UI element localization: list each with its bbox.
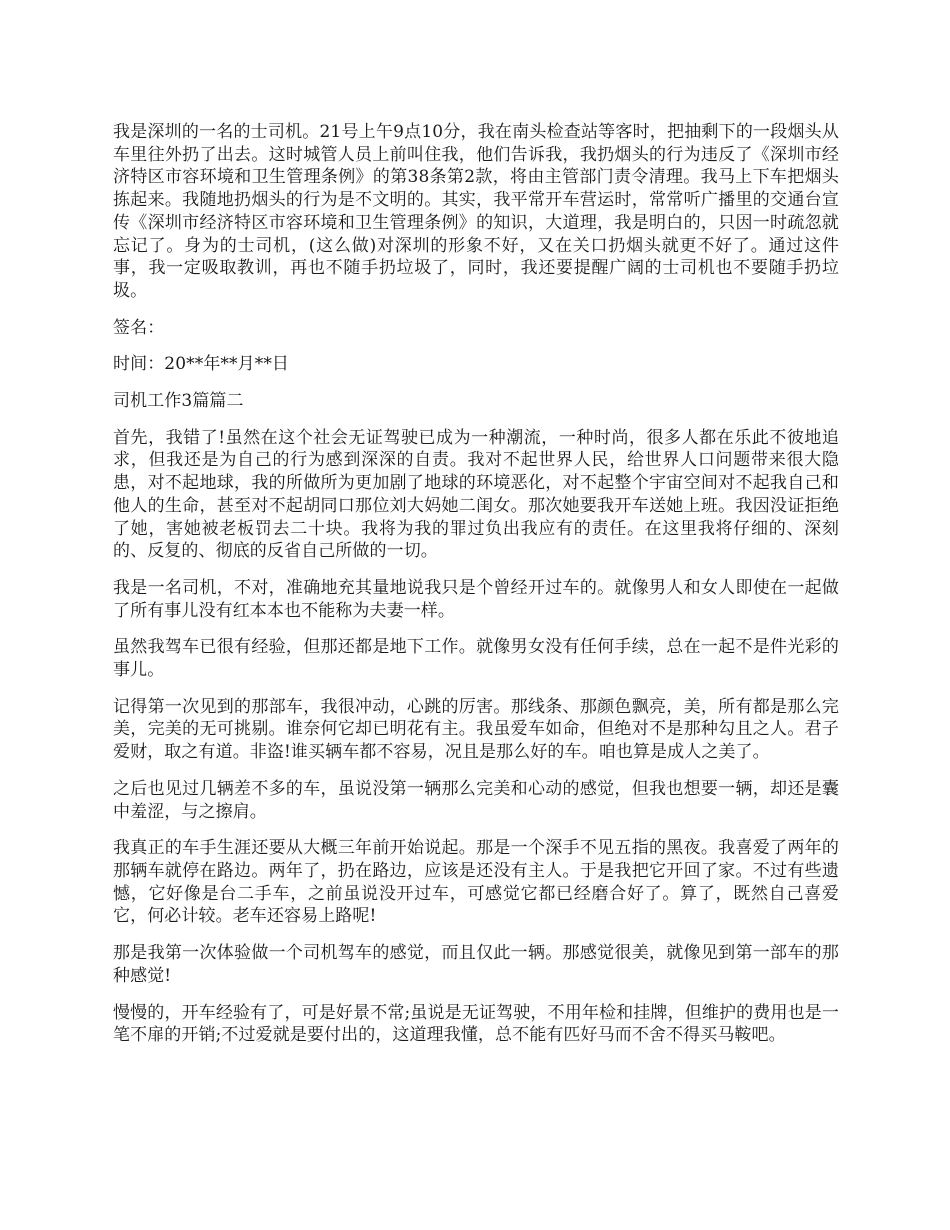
signature-label: 签名： [113,317,165,338]
paragraph-driver-identity: 我是一名司机，不对，准确地充其量地说我只是个曾经开过车的。就像男人和女人即使在一起做了所有事儿没有红本本也不能称为夫妻一样。 [113,577,839,621]
date-line: 时间：20**年**月**日 [113,354,290,375]
paragraph-apology: 首先，我错了!虽然在这个社会无证驾驶已成为一种潮流，一种时尚，很多人都在乐此不彼地追求，但我还是为自己的行为感到深深的自责。我对不起世界人民，给世界人口问题带来很大隐患，对不起地球，我的所做所为更加剧了地球的环境恶化，对不起整个宇宙空间对不起我自己和他人的生命，甚至对不起胡同口那位刘大妈她二闺女。那次她要我开车送她上班。我因没证拒绝了她，害她被老板罚去二十块。我将为我的罪过负出我应有的责任。在这里我将仔细的、深刻的、反复的、彻底的反省自己所做的一切。 [113,427,839,562]
paragraph-experience: 虽然我驾车已很有经验，但那还都是地下工作。就像男女没有任何手续，总在一起不是件光彩的事儿。 [113,637,839,681]
paragraph-first-car: 记得第一次见到的那部车，我很冲动，心跳的厉害。那线条、那颜色飘亮，美，所有都是那么完美，完美的无可挑剔。谁奈何它却已明花有主。我虽爱车如命，但绝对不是那种勾且之人。君子爱财，取之有道。非盗!谁买辆车都不容易，况且是那么好的车。咱也算是成人之美了。 [113,696,839,763]
document-body [113,121,839,1061]
paragraph-first-drive: 那是我第一次体验做一个司机驾车的感觉，而且仅此一辆。那感觉很美，就像见到第一部车的那种感觉! [113,943,839,986]
paragraph-other-cars: 之后也见过几辆差不多的车，虽说没第一辆那么完美和心动的感觉，但我也想要一辆，却还是囊中羞涩，与之擦肩。 [113,778,839,822]
paragraph-maintenance: 慢慢的，开车经验有了，可是好景不常;虽说是无证驾驶，不用年检和挂牌，但维护的费用也是一笔不扉的开销;不过爱就是要付出的，这道理我懂，总不能有匹好马而不舍不得买马鞍吧。 [113,1002,839,1046]
paragraph-career-start: 我真正的车手生涯还要从大概三年前开始说起。那是一个深手不见五指的黑夜。我喜爱了两年的那辆车就停在路边。两年了，扔在路边，应该是还没有主人。于是我把它开回了家。不过有些遗憾，它好像是台二手车，之前虽说没开过车，可感觉它都已经磨合好了。算了，既然自己喜爱它，何必计较。老车还容易上路呢! [113,838,839,927]
section-heading: 司机工作3篇篇二 [113,391,244,412]
paragraph-confession-littering: 我是深圳的一名的士司机。21号上午9点10分，我在南头检查站等客时，把抽剩下的一段烟头从车里往外扔了出去。这时城管人员上前叫住我，他们告诉我，我扔烟头的行为违反了《深圳市经济特区市容环境和卫生管理条例》的第38条第2款，将由主管部门责令清理。我马上下车把烟头拣起来。我随地扔烟头的行为是不文明的。其实，我平常开车营运时，常常听广播里的交通台宣传《深圳市经济特区市容环境和卫生管理条例》的知识，大道理，我是明白的，只因一时疏忽就忘记了。身为的士司机，(这么做)对深圳的形象不好，又在关口扔烟头就更不好了。通过这件事，我一定吸取教训，再也不随手扔垃圾了，同时，我还要提醒广阔的士司机也不要随手扔垃圾。 [113,122,839,301]
